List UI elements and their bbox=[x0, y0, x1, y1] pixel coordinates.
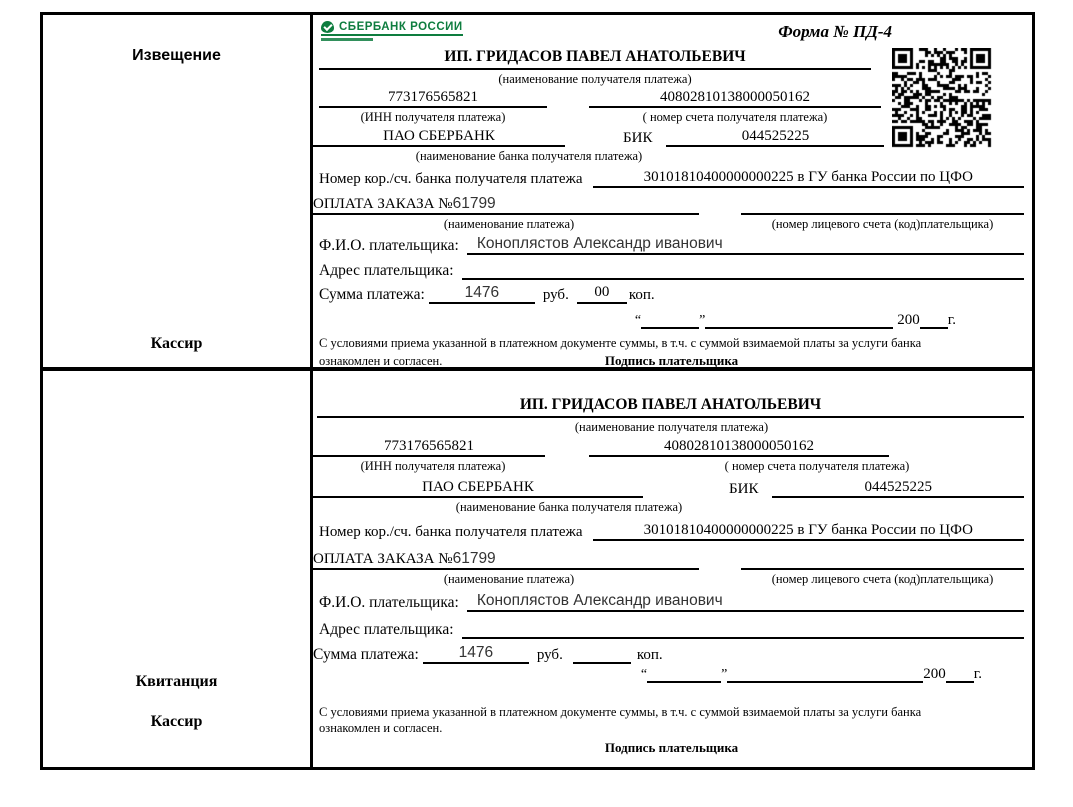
corr-account-value-2: 30101810400000000225 в ГУ банка России по ЦФО bbox=[593, 522, 1024, 541]
payment-purpose-field-2 bbox=[313, 550, 699, 570]
rub-label-2: руб. bbox=[536, 647, 563, 663]
form-number-label: Форма № ПД-4 bbox=[778, 22, 892, 41]
date-quote-close-2: ” bbox=[721, 667, 728, 682]
agreement-line2-2: ознакомлен и согласен. bbox=[319, 720, 443, 735]
date-day-field bbox=[641, 312, 699, 329]
payee-caption-2: (наименование получателя платежа) bbox=[574, 420, 769, 434]
notice-right-column bbox=[313, 15, 1032, 367]
personal-account-caption-2: (номер лицевого счета (код)плательщика) bbox=[771, 572, 994, 586]
year-suffix: г. bbox=[947, 312, 956, 328]
sberbank-emblem-icon bbox=[321, 21, 334, 33]
signature-label: Подпись плательщика bbox=[604, 353, 739, 369]
payment-purpose-text: ОПЛАТА ЗАКАЗА № bbox=[313, 196, 453, 212]
personal-account-caption: (номер лицевого счета (код)плательщика) bbox=[771, 217, 994, 231]
payment-caption: (наименование платежа) bbox=[443, 217, 575, 231]
payment-purpose-text-2: ОПЛАТА ЗАКАЗА № bbox=[313, 551, 453, 567]
personal-account-field bbox=[741, 196, 1024, 215]
payer-name-value: Коноплястов Александр иванович bbox=[467, 235, 1024, 255]
qr-code bbox=[892, 48, 992, 148]
order-number: 61799 bbox=[452, 195, 496, 212]
inn-caption: (ИНН получателя платежа) bbox=[360, 110, 506, 124]
corr-account-value: 30101810400000000225 в ГУ банка России по ЦФО bbox=[593, 169, 1024, 188]
notice-header bbox=[319, 18, 1024, 46]
amount-kop-value-2 bbox=[573, 644, 631, 664]
date-month-field bbox=[705, 312, 893, 329]
date-quote-open: “ bbox=[634, 313, 642, 328]
account-value-2: 40802810138000050162 bbox=[589, 438, 889, 457]
payer-address-value bbox=[462, 260, 1024, 280]
year-field-2 bbox=[946, 666, 974, 683]
receipt-label: Квитанция bbox=[135, 673, 218, 690]
notice-section bbox=[43, 15, 1032, 371]
bik-value: 044525225 bbox=[666, 128, 884, 147]
payer-name-value-2: Коноплястов Александр иванович bbox=[467, 592, 1024, 612]
year-prefix: 200 bbox=[897, 312, 920, 328]
payment-purpose-field bbox=[313, 195, 699, 215]
payment-caption-2: (наименование платежа) bbox=[443, 572, 575, 586]
bank-name-value-2: ПАО СБЕРБАНК bbox=[313, 479, 643, 498]
account-value: 40802810138000050162 bbox=[589, 89, 881, 108]
sum-label: Сумма платежа: bbox=[319, 286, 425, 303]
payer-address-value-2 bbox=[462, 619, 1024, 639]
rub-label: руб. bbox=[542, 287, 569, 303]
kop-label-2: коп. bbox=[636, 647, 663, 663]
inn-caption-2: (ИНН получателя платежа) bbox=[360, 459, 506, 473]
bik-label-2: БИК bbox=[729, 481, 759, 497]
amount-rub-value-2: 1476 bbox=[423, 644, 529, 664]
payee-caption: (наименование получателя платежа) bbox=[498, 72, 692, 86]
amount-kop-value: 00 bbox=[577, 284, 627, 304]
bank-caption-2: (наименование банка получателя платежа) bbox=[455, 500, 683, 514]
date-quote-close: ” bbox=[699, 313, 706, 328]
notice-left-column bbox=[43, 15, 313, 367]
bank-name-value: ПАО СБЕРБАНК bbox=[313, 128, 565, 147]
corr-account-label-2: Номер кор./сч. банка получателя платежа bbox=[319, 524, 583, 540]
date-month-field-2 bbox=[727, 666, 923, 683]
corr-account-label: Номер кор./сч. банка получателя платежа bbox=[319, 171, 583, 187]
agreement-line2: ознакомлен и согласен. bbox=[319, 353, 443, 368]
amount-rub-value: 1476 bbox=[429, 284, 535, 304]
payee-name-2: ИП. ГРИДАСОВ ПАВЕЛ АНАТОЛЬЕВИЧ bbox=[317, 396, 1024, 418]
sum-label-2: Сумма платежа: bbox=[313, 646, 419, 663]
agreement-line1-2: С условиями приема указанной в платежном документе суммы, в т.ч. с суммой взимаемой платы за услуги банка bbox=[319, 705, 922, 719]
year-suffix-2: г. bbox=[973, 666, 982, 682]
payer-name-label: Ф.И.О. плательщика: bbox=[319, 237, 459, 254]
pd4-payment-form bbox=[40, 12, 1035, 770]
order-number-2: 61799 bbox=[452, 550, 496, 567]
payer-address-label: Адрес плательщика: bbox=[319, 262, 454, 279]
agreement-line1: С условиями приема указанной в платежном документе суммы, в т.ч. с суммой взимаемой платы за услуги банка bbox=[319, 336, 922, 350]
inn-value: 773176565821 bbox=[319, 89, 547, 108]
sberbank-tagline-bar bbox=[321, 38, 373, 41]
cashier-label: Кассир bbox=[150, 335, 203, 352]
payer-name-label-2: Ф.И.О. плательщика: bbox=[319, 594, 459, 611]
payer-address-label-2: Адрес плательщика: bbox=[319, 621, 454, 638]
sberbank-logo bbox=[321, 21, 463, 41]
payee-name: ИП. ГРИДАСОВ ПАВЕЛ АНАТОЛЬЕВИЧ bbox=[319, 48, 871, 70]
date-day-field-2 bbox=[647, 666, 721, 683]
sberbank-logo-text: СБЕРБАНК РОССИИ bbox=[339, 21, 463, 33]
receipt-left-column bbox=[43, 371, 313, 767]
kop-label: коп. bbox=[628, 287, 655, 303]
personal-account-field-2 bbox=[741, 551, 1024, 570]
cashier-label-2: Кассир bbox=[150, 713, 203, 730]
receipt-section bbox=[43, 371, 1032, 767]
receipt-right-column bbox=[313, 371, 1032, 767]
bik-value-2: 044525225 bbox=[772, 479, 1024, 498]
account-caption-2: ( номер счета получателя платежа) bbox=[724, 459, 910, 473]
date-quote-open-2: “ bbox=[640, 667, 648, 682]
inn-value-2: 773176565821 bbox=[313, 438, 545, 457]
notice-label: Извещение bbox=[132, 47, 221, 64]
account-caption: ( номер счета получателя платежа) bbox=[642, 110, 828, 124]
bik-label: БИК bbox=[623, 130, 653, 146]
year-field bbox=[920, 312, 948, 329]
signature-label-2: Подпись плательщика bbox=[604, 740, 739, 756]
bank-caption: (наименование банка получателя платежа) bbox=[415, 149, 643, 163]
year-prefix-2: 200 bbox=[923, 666, 946, 682]
